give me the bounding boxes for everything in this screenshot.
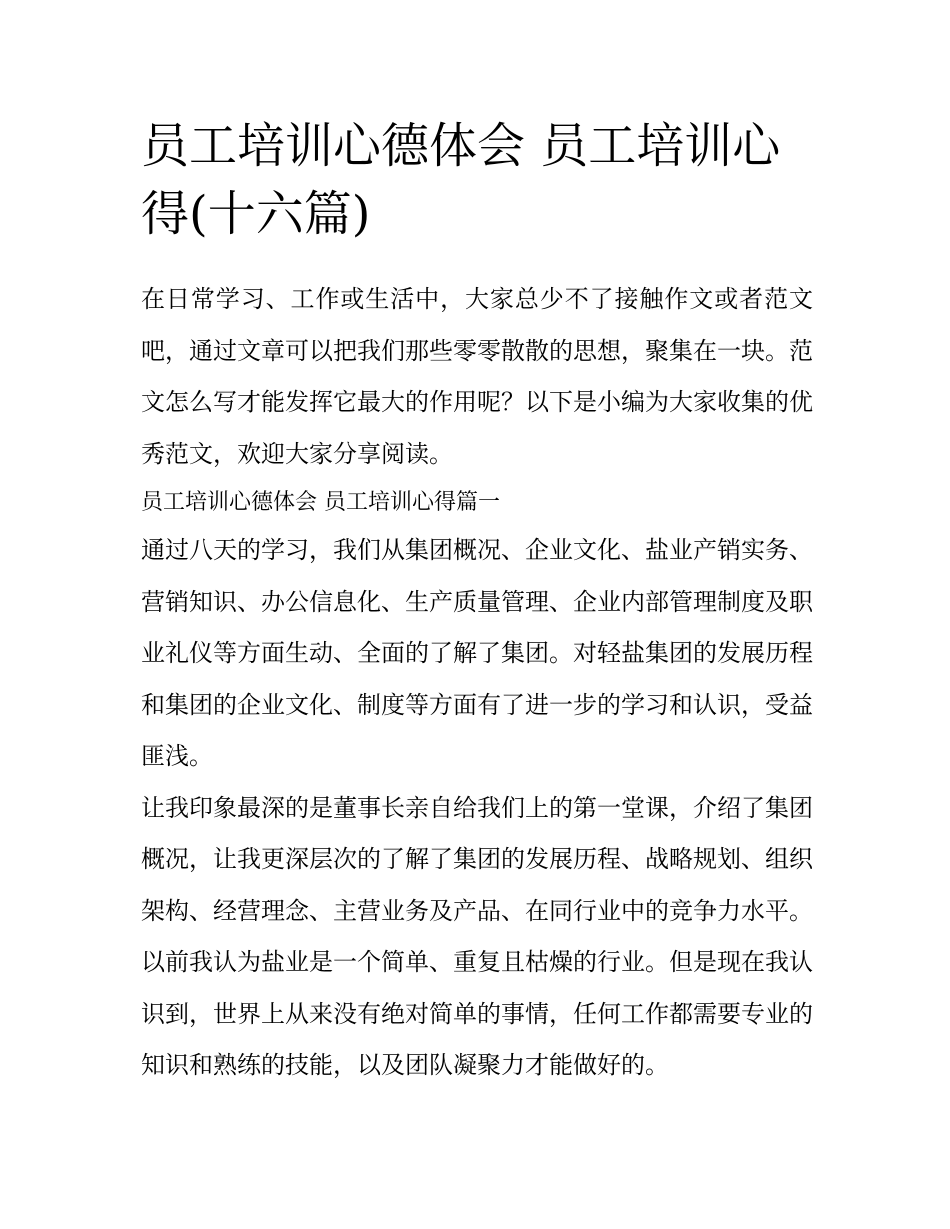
intro-paragraph: 在日常学习、工作或生活中，大家总少不了接触作文或者范文吧，通过文章可以把我们那些零零散散的思想，聚集在一块。范文怎么写才能发挥它最大的作用呢？以下是小编为大家收集的优秀范文，欢迎大家分享阅读。	[141, 285, 813, 468]
document-page	[141, 112, 813, 1092]
body-paragraph: 通过八天的学习，我们从集团概况、企业文化、盐业产销实务、营销知识、办公信息化、生产质量管理、企业内部管理制度及职业礼仪等方面生动、全面的了解了集团。对轻盐集团的发展历程和集团的企业文化、制度等方面有了进一步的学习和认识，受益匪浅。	[141, 536, 813, 770]
document-title: 员工培训心德体会 员工培训心得(十六篇)	[141, 118, 781, 242]
body-paragraph: 让我印象最深的是董事长亲自给我们上的第一堂课，介绍了集团概况，让我更深层次的了解了集团的发展历程、战略规划、组织架构、经营理念、主营业务及产品、在同行业中的竞争力水平。以前我认为盐业是一个简单、重复且枯燥的行业。但是现在我认识到，世界上从来没有绝对简单的事情，任何工作都需要专业的知识和熟练的技能，以及团队凝聚力才能做好的。	[141, 793, 813, 1079]
section-heading: 员工培训心德体会 员工培训心得篇一	[141, 490, 500, 515]
